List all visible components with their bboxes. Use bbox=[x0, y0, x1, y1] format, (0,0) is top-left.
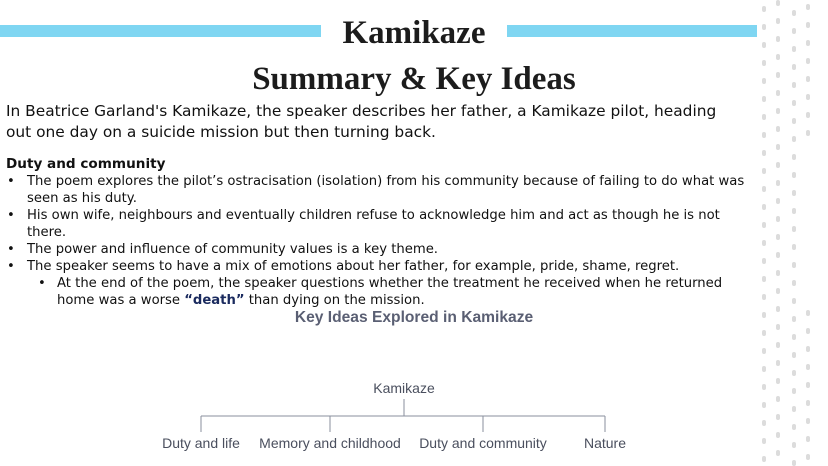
section-heading: Duty and community bbox=[6, 156, 166, 172]
diagram-child-memory-and-childhood: Memory and childhood bbox=[259, 435, 401, 451]
diagram-child-duty-and-life: Duty and life bbox=[162, 435, 240, 451]
sub-bullet-text-end: than dying on the mission. bbox=[244, 293, 425, 308]
bullet-item: • The power and influence of community values is a key theme. bbox=[6, 241, 746, 258]
diagram-child-nature: Nature bbox=[583, 435, 627, 451]
bullet-item: • The speaker seems to have a mix of emotions about her father, for example, pride, shame, regret. bbox=[6, 258, 746, 275]
bullet-item: • His own wife, neighbours and eventually children refuse to acknowledge him and act as though he is not there. bbox=[6, 207, 746, 241]
diagram-child-duty-and-community: Duty and community bbox=[419, 435, 547, 451]
bullet-item: • The poem explores the pilot’s ostracisation (isolation) from his community because of failing to do what was seen as his duty. bbox=[6, 173, 746, 207]
page-subtitle: Summary & Key Ideas bbox=[252, 61, 576, 97]
intro-paragraph: In Beatrice Garland's Kamikaze, the speaker describes her father, a Kamikaze pilot, heading out one day on a suicide mission but then turning back. bbox=[6, 102, 717, 141]
page-title: Kamikaze bbox=[342, 15, 486, 51]
emphasis-death: “death” bbox=[184, 293, 245, 308]
sub-bullet-text: At the end of the poem, the speaker questions whether the treatment he received when he returned home was a worse bbox=[57, 276, 723, 308]
diagram-root-node: Kamikaze bbox=[373, 380, 435, 396]
diagram-title: Key Ideas Explored in Kamikaze bbox=[294, 309, 534, 326]
